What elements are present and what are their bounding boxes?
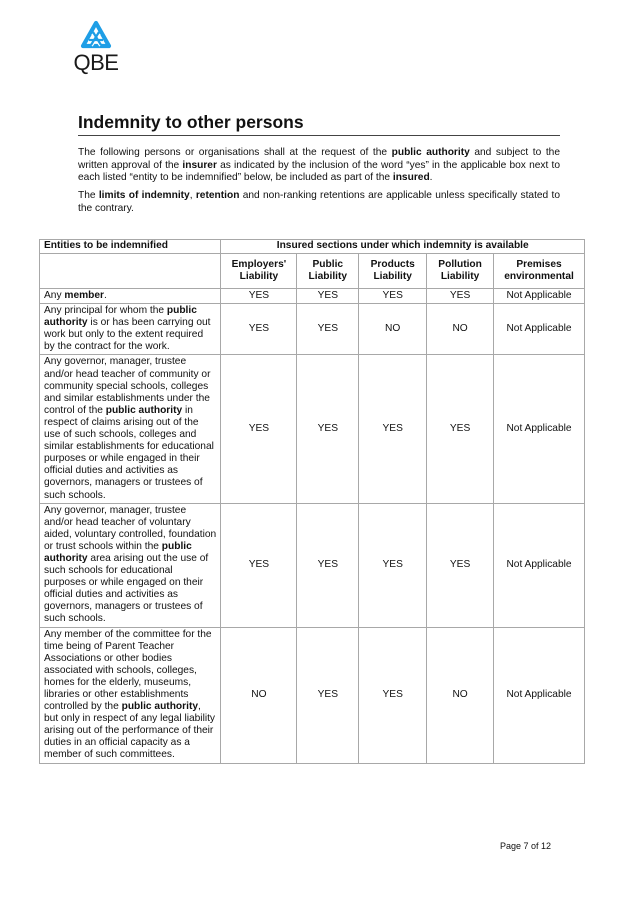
value-employers-liability: NO [221,627,297,763]
entity-cell: Any governor, manager, trustee and/or head teacher of community or community special schools, colleges and similar establishments under the control of the public authority in respect of claims arising out of the use of such schools, colleges and similar establishments for educational purposes or while engaged in their official duties and activities as governors, managers or trustees of such schools. [40,355,221,503]
value-pollution-liability: NO [427,304,494,355]
header-premises-environmental: Premises environmental [494,254,585,289]
table-header-row [40,240,585,254]
value-products-liability: YES [359,627,427,763]
value-employers-liability: YES [221,503,297,627]
header-pollution-liability: Pollution Liability [427,254,494,289]
value-pollution-liability: YES [427,289,494,304]
value-pollution-liability: YES [427,503,494,627]
value-employers-liability: YES [221,289,297,304]
value-premises-environmental: Not Applicable [494,289,585,304]
entity-cell: Any governor, manager, trustee and/or head teacher of voluntary aided, voluntary controlled, foundation or trust schools within the public authority area arising out the use of such schools for educational purposes or while engaged on their official duties and activities as governors, managers or trustees of such schools. [40,503,221,627]
value-public-liability: YES [297,289,359,304]
value-employers-liability: YES [221,304,297,355]
header-employers-liability: Employers' Liability [221,254,297,289]
value-premises-environmental: Not Applicable [494,355,585,503]
header-products-liability: Products Liability [359,254,427,289]
term-limits-of-indemnity: limits of indemnity [98,190,190,201]
term-retention: retention [195,190,240,201]
table-row [40,503,585,627]
value-premises-environmental: Not Applicable [494,503,585,627]
value-employers-liability: YES [221,355,297,503]
term-insured: insured [392,172,430,184]
header-entities: Entities to be indemnified [40,240,221,254]
table-row [40,355,585,503]
term-public-authority: public authority [391,147,470,158]
indemnity-table [39,239,585,764]
value-pollution-liability: YES [427,355,494,503]
value-pollution-liability: NO [427,627,494,763]
value-public-liability: YES [297,304,359,355]
intro-paragraph: The following persons or organisations shall at the request of the public authority and subject to the written approval of the insurer as indicated by the inclusion of the word “yes” in the applicable box next to each listed “entity to be indemnified” below, be included as part of the insured. [78,147,560,184]
header-public-liability: Public Liability [297,254,359,289]
table-row [40,304,585,355]
table-row [40,627,585,763]
entity-cell: Any principal for whom the public authority is or has been carrying out work but only to the extent required by the contract for the work. [40,304,221,355]
page-number: Page 7 of 12 [500,841,552,851]
value-public-liability: YES [297,627,359,763]
table-subheader-row [40,254,585,289]
value-products-liability: YES [359,289,427,304]
value-public-liability: YES [297,503,359,627]
table-row [40,289,585,304]
page-title: Indemnity to other persons [78,112,560,136]
entity-cell: Any member of the committee for the time being of Parent Teacher Associations or other bodies associated with schools, colleges, homes for the elderly, museums, libraries or other establishments controlled by the public authority, but only in respect of any legal liability arising out of the performance of their duties in an official capacity as a member of such committees. [40,627,221,763]
value-public-liability: YES [297,355,359,503]
logo-wordmark: QBE [73,50,119,75]
value-premises-environmental: Not Applicable [494,304,585,355]
header-blank [40,254,221,289]
term-insurer: insurer [182,159,217,171]
value-products-liability: YES [359,503,427,627]
entity-cell: Any member. [40,289,221,304]
qbe-triangle-logo-icon [80,20,112,50]
qbe-logo [72,20,120,76]
limits-paragraph: The limits of indemnity, retention and non-ranking retentions are applicable unless specifically stated to the contrary. [78,190,560,214]
value-products-liability: NO [359,304,427,355]
value-products-liability: YES [359,355,427,503]
header-insured-sections: Insured sections under which indemnity is available [221,240,585,254]
value-premises-environmental: Not Applicable [494,627,585,763]
